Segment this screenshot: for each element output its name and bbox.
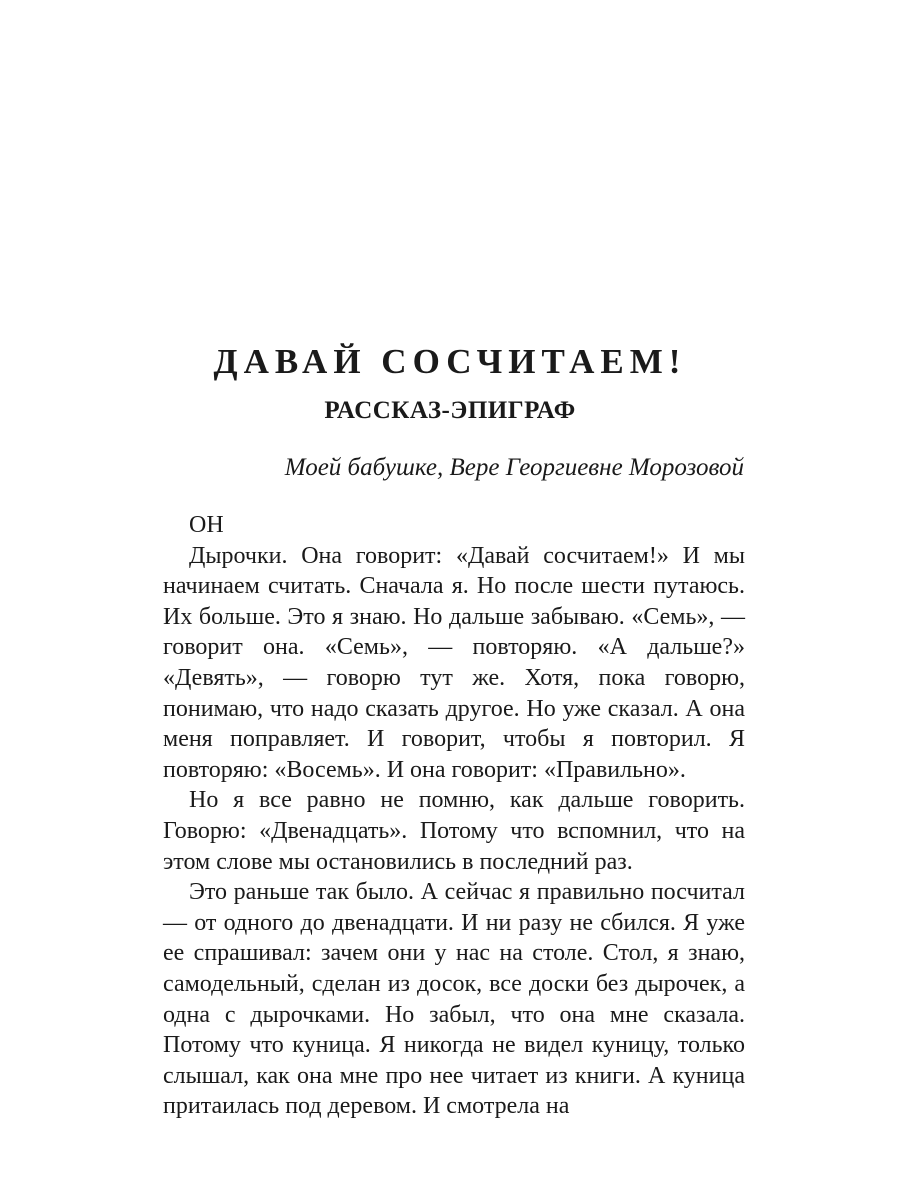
paragraph: Дырочки. Она говорит: «Давай сосчитаем!» И мы начинаем считать. Сначала я. Но после шести путаюсь. Их больше. Это я знаю. Но дальше забываю. «Семь», — говорит она. «Семь», — повторяю. «А дальше?» «Девять», — говорю тут же. Хотя, пока говорю, понимаю, что надо сказать другое. Но уже сказал. А она меня поправляет. И говорит, чтобы я повторил. Я повторяю: «Восемь». И она говорит: «Правильно».	[163, 542, 745, 783]
chapter-subtitle: РАССКАЗ-ЭПИГРАФ	[324, 397, 576, 424]
story-text	[163, 510, 745, 1122]
paragraph: Но я все равно не помню, как дальше говорить. Говорю: «Двенадцать». Потому что вспомнил, что на этом слове мы остановились в последний раз.	[163, 787, 745, 875]
section-heading: ОН	[189, 512, 224, 538]
dedication: Моей бабушке, Вере Георгиевне Морозовой	[284, 454, 744, 481]
chapter-title: ДАВАЙ СОСЧИТАЕМ!	[213, 342, 687, 381]
paragraph: Это раньше так было. А сейчас я правильно посчитал — от одного до двенадцати. И ни разу не сбился. Я уже ее спрашивал: зачем они у нас на столе. Стол, я знаю, самодельный, сделан из досок, все доски без дырочек, а одна с дырочками. Но забыл, что она мне сказала. Потому что куница. Я никогда не видел куницу, только слышал, как она мне про нее читает из книги. А куница притаилась под деревом. И смотрела на	[163, 879, 745, 1120]
